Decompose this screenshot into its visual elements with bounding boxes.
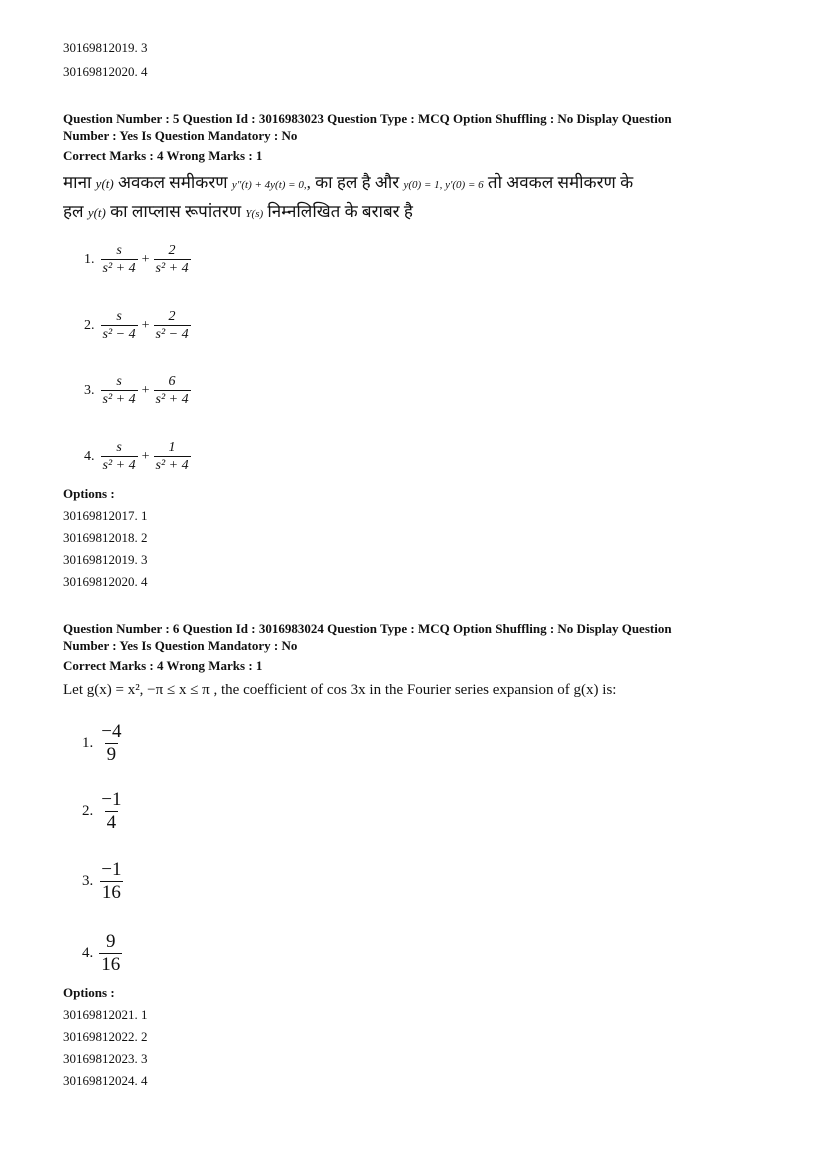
- question-5-text-line1: [63, 172, 633, 196]
- denominator: s² − 4: [102, 327, 136, 342]
- denominator: 9: [106, 744, 117, 765]
- option-number: 2.: [84, 317, 95, 333]
- numerator: 1: [168, 440, 176, 455]
- numerator: −1: [101, 859, 122, 880]
- fraction: [99, 860, 123, 903]
- plus-sign: +: [141, 317, 150, 333]
- option-number: 2.: [82, 803, 94, 819]
- fraction: [154, 309, 191, 342]
- denominator: 4: [106, 812, 117, 833]
- numerator: s: [116, 374, 122, 389]
- option-number: 1.: [82, 735, 94, 751]
- option-number: 3.: [84, 382, 95, 398]
- numerator: −4: [101, 721, 122, 742]
- q5-option-4: [84, 440, 191, 473]
- q5-Ys: Y(s): [245, 208, 264, 220]
- numerator: s: [116, 243, 122, 258]
- fraction: [101, 243, 138, 276]
- question-5-text-line2: [63, 201, 413, 225]
- fraction: [154, 374, 191, 407]
- q5-text-g: निम्नलिखित के बराबर है: [267, 202, 413, 221]
- fraction: [154, 440, 191, 473]
- option-id: 30169812018. 2: [63, 530, 148, 545]
- denominator: s² + 4: [102, 458, 136, 473]
- q5-text-d: तो अवकल समीकरण के: [487, 173, 634, 192]
- option-id: 30169812023. 3: [63, 1051, 148, 1066]
- question-5-marks: Correct Marks : 4 Wrong Marks : 1: [63, 148, 263, 163]
- denominator: s² + 4: [102, 261, 136, 276]
- fraction: [99, 932, 122, 975]
- denominator: s² + 4: [102, 392, 136, 407]
- question-6-meta-cont: Number : Yes Is Question Mandatory : No: [63, 638, 298, 653]
- option-number: 4.: [82, 945, 94, 961]
- option-id: 30169812020. 4: [63, 64, 148, 79]
- denominator: s² + 4: [155, 458, 189, 473]
- q5-yt: y(t): [95, 176, 114, 191]
- question-5-meta-cont: Number : Yes Is Question Mandatory : No: [63, 128, 298, 143]
- numerator: 6: [168, 374, 176, 389]
- option-id: 30169812019. 3: [63, 552, 148, 567]
- numerator: 9: [106, 931, 116, 952]
- q6-option-3: [82, 860, 123, 903]
- denominator: 16: [101, 882, 121, 903]
- numerator: −1: [101, 789, 122, 810]
- question-6-marks: Correct Marks : 4 Wrong Marks : 1: [63, 658, 263, 673]
- q5-option-3: [84, 374, 191, 407]
- denominator: s² + 4: [155, 261, 189, 276]
- option-id: 30169812020. 4: [63, 574, 148, 589]
- options-label: Options :: [63, 486, 115, 501]
- q5-text-a: माना: [63, 173, 92, 192]
- plus-sign: +: [141, 251, 150, 267]
- denominator: 16: [101, 954, 121, 975]
- option-id: 30169812019. 3: [63, 40, 148, 55]
- numerator: 2: [168, 243, 176, 258]
- option-id: 30169812022. 2: [63, 1029, 148, 1044]
- q6-option-2: [82, 790, 123, 833]
- numerator: s: [116, 440, 122, 455]
- fraction: [101, 309, 138, 342]
- q5-text-b: अवकल समीकरण: [117, 173, 228, 192]
- q5-equation: y"(t) + 4y(t) = 0,: [231, 179, 307, 191]
- options-label: Options :: [63, 985, 115, 1000]
- q5-option-2: [84, 309, 191, 342]
- plus-sign: +: [141, 448, 150, 464]
- q5-initial-conditions: y(0) = 1, y'(0) = 6: [403, 179, 484, 191]
- option-number: 4.: [84, 448, 95, 464]
- option-number: 1.: [84, 251, 95, 267]
- q6-option-4: [82, 932, 122, 975]
- option-id: 30169812024. 4: [63, 1073, 148, 1088]
- q5-option-1: [84, 243, 191, 276]
- q5-text-c: , का हल है और: [306, 173, 400, 192]
- denominator: s² − 4: [155, 327, 189, 342]
- plus-sign: +: [141, 382, 150, 398]
- fraction: [101, 374, 138, 407]
- fraction: [101, 440, 138, 473]
- question-6-text: Let g(x) = x², −π ≤ x ≤ π , the coefficient of cos 3x in the Fourier series expansion of g(x) is:: [63, 682, 617, 698]
- numerator: s: [116, 309, 122, 324]
- option-id: 30169812021. 1: [63, 1007, 148, 1022]
- option-number: 3.: [82, 873, 94, 889]
- question-6-meta: Question Number : 6 Question Id : 3016983024 Question Type : MCQ Option Shuffling : No Display Question: [63, 621, 672, 636]
- fraction: [154, 243, 191, 276]
- q6-option-1: [82, 722, 123, 765]
- numerator: 2: [168, 309, 176, 324]
- fraction: [99, 790, 123, 833]
- denominator: s² + 4: [155, 392, 189, 407]
- q5-text-e: हल: [63, 202, 84, 221]
- q5-yt-2: y(t): [87, 205, 106, 220]
- fraction: [99, 722, 123, 765]
- option-id: 30169812017. 1: [63, 508, 148, 523]
- question-5-meta: Question Number : 5 Question Id : 3016983023 Question Type : MCQ Option Shuffling : No Display Question: [63, 111, 672, 126]
- q5-text-f: का लाप्लास रूपांतरण: [110, 202, 242, 221]
